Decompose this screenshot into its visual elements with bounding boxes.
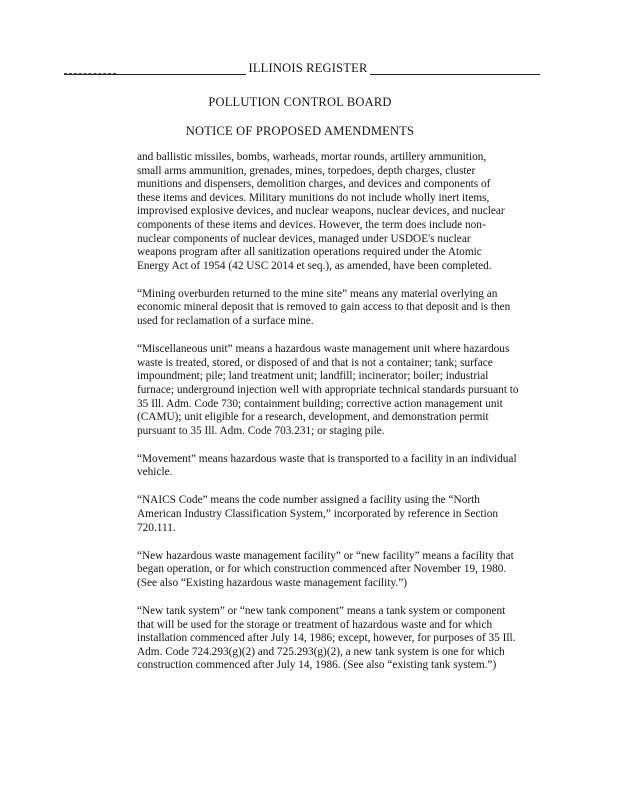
paragraph (137, 343, 519, 438)
text-line: Adm. Code 724.293(g)(2) and 725.293(g)(2), a new tank system is one for which (137, 645, 505, 658)
text-line: began operation, or for which construction commenced after November 19, 1980. (137, 563, 507, 576)
text-line: impoundment; pile; land treatment unit; landfill; incinerator; boiler; industrial (137, 370, 489, 383)
text-line: small arms ammunition, grenades, mines, torpedoes, depth charges, cluster (137, 164, 476, 177)
paragraph (137, 453, 519, 480)
paragraph (137, 550, 519, 591)
document-body (137, 151, 519, 688)
text-line: 720.111. (137, 521, 176, 534)
text-line: nuclear components of nuclear devices, managed under USDOE's nuclear (137, 232, 471, 245)
text-line: American Industry Classification System,” incorporated by reference in Section (137, 508, 499, 521)
text-line: “Mining overburden returned to the mine site” means any material overlying an (137, 287, 498, 300)
text-line: waste is treated, stored, or disposed of and that is not a container; tank; surface (137, 356, 493, 369)
text-line: “New tank system” or “new tank component” means a tank system or component (137, 605, 506, 618)
paragraph (137, 605, 519, 673)
paragraph (137, 288, 519, 329)
text-line: economic mineral deposit that is removed to gain access to that deposit and is then (137, 301, 511, 314)
text-line: 35 Ill. Adm. Code 730; containment building; corrective action management unit (137, 397, 503, 410)
register-title (0, 61, 608, 76)
notice-title: NOTICE OF PROPOSED AMENDMENTS (185, 124, 415, 138)
text-line: construction commenced after July 14, 1986. (See also “existing tank system.”) (137, 659, 497, 672)
text-line: munitions and dispensers, demolition charges, and devices and components of (137, 178, 491, 191)
paragraph (137, 151, 519, 273)
register-title-text: ILLINOIS REGISTER (248, 61, 368, 75)
text-line: components of these items and devices. However, the term does include non- (137, 218, 486, 231)
paragraph (137, 494, 519, 535)
text-line: (See also “Existing hazardous waste management facility.”) (137, 576, 407, 589)
text-line: (CAMU); unit eligible for a research, development, and demonstration permit (137, 411, 489, 424)
text-line: used for reclamation of a surface mine. (137, 315, 314, 328)
text-line: “NAICS Code” means the code number assigned a facility using the “North (137, 494, 480, 507)
text-line: and ballistic missiles, bombs, warheads, mortar rounds, artillery ammunition, (137, 151, 487, 163)
text-line: weapons program after all sanitization operations required under the Atomic (137, 246, 482, 259)
text-line: “New hazardous waste management facility” or “new facility” means a facility that (137, 549, 514, 562)
text-line: pursuant to 35 Ill. Adm. Code 703.231; or staging pile. (137, 424, 385, 437)
text-line: improvised explosive devices, and nuclear weapons, nuclear devices, and nuclear (137, 205, 505, 218)
text-line: furnace; underground injection well with appropriate technical standards pursuant to (137, 383, 519, 396)
text-line: “Movement” means hazardous waste that is transported to a facility in an individual (137, 452, 517, 465)
text-line: “Miscellaneous unit” means a hazardous waste management unit where hazardous (137, 343, 510, 356)
text-line: these items and devices. Military munitions do not include wholly inert items, (137, 191, 490, 204)
text-line: Energy Act of 1954 (42 USC 2014 et seq.), as amended, have been completed. (137, 259, 492, 272)
board-title: POLLUTION CONTROL BOARD (208, 95, 392, 109)
text-line: vehicle. (137, 466, 173, 479)
text-line: that will be used for the storage or treatment of hazardous waste and for which (137, 618, 493, 631)
text-line: installation commenced after July 14, 1986; except, however, for purposes of 35 Ill. (137, 632, 516, 645)
